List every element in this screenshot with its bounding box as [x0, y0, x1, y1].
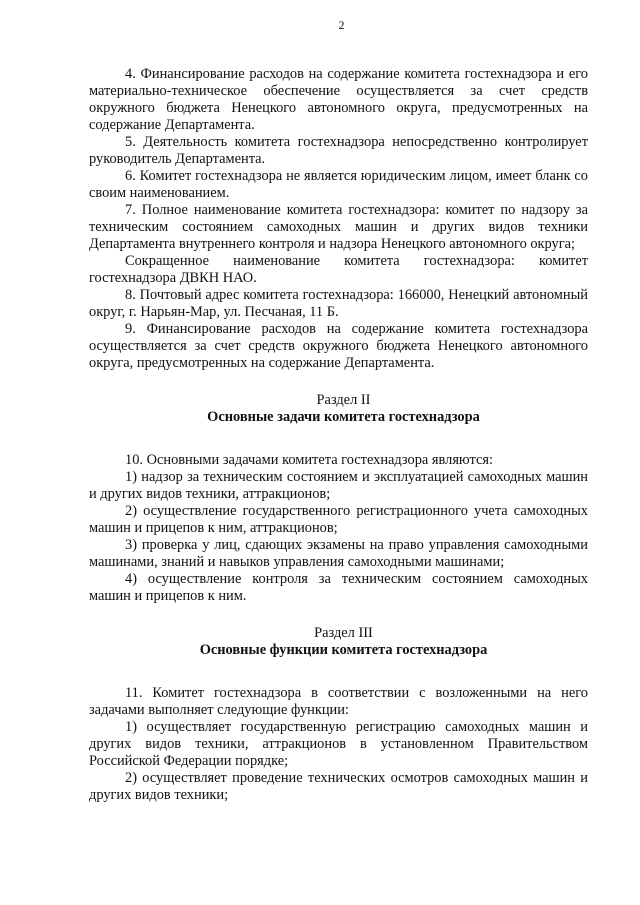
intro-clauses	[89, 66, 588, 372]
clause-11-item-2: 2) осуществляет проведение технических осмотров самоходных машин и других видов техники;	[89, 770, 588, 803]
clause-10-item-4: 4) осуществление контроля за техническим состоянием самоходных машин и прицепов к ним.	[89, 571, 588, 604]
clause-6: 6. Комитет гостехнадзора не является юридическим лицом, имеет бланк со своим наименованием.	[89, 168, 588, 201]
section-3	[89, 625, 588, 804]
section-3-body	[89, 685, 588, 804]
document-page	[89, 18, 588, 804]
clause-4: 4. Финансирование расходов на содержание комитета гостехнадзора и его материально-техническое обеспечение осуществляется за счет средств окружного бюджета Ненецкого автономного округа, предусмотренных на содержание Департамента.	[89, 66, 588, 133]
clause-7: 7. Полное наименование комитета гостехнадзора: комитет по надзору за техническим состоянием самоходных машин и других видов техники Департамента внутреннего контроля и надзора Ненецкого автономного округа;	[89, 202, 588, 252]
clause-9: 9. Финансирование расходов на содержание комитета гостехнадзора осуществляется за счет средств окружного бюджета Ненецкого автономного округа, предусмотренных на содержание Департамента.	[89, 321, 588, 371]
clause-10-item-2: 2) осуществление государственного регистрационного учета самоходных машин и прицепов к ним, аттракционов;	[89, 503, 588, 536]
section-3-title: Основные функции комитета гостехнадзора	[199, 642, 488, 658]
section-2-label: Раздел II	[316, 392, 371, 408]
clause-10: 10. Основными задачами комитета гостехнадзора являются:	[125, 452, 493, 468]
clause-5: 5. Деятельность комитета гостехнадзора непосредственно контролирует руководитель Департамента.	[89, 134, 588, 167]
clause-11: 11. Комитет гостехнадзора в соответствии с возложенными на него задачами выполняет следующие функции:	[89, 685, 588, 718]
clause-11-item-1: 1) осуществляет государственную регистрацию самоходных машин и других видов техники, аттракционов в установленном Правительством Российской Федерации порядке;	[89, 719, 588, 769]
page-number: 2	[338, 18, 345, 32]
clause-10-item-3: 3) проверка у лиц, сдающих экзамены на право управления самоходными машинами, знаний и навыков управления самоходными машинами;	[89, 537, 588, 570]
section-2-title: Основные задачи комитета гостехнадзора	[207, 409, 480, 425]
clause-10-item-1: 1) надзор за техническим состоянием и эксплуатацией самоходных машин и других видов техники, аттракционов;	[89, 469, 588, 502]
section-2-body	[89, 452, 588, 605]
section-2	[89, 392, 588, 605]
section-3-label: Раздел III	[314, 625, 373, 641]
clause-8: 8. Почтовый адрес комитета гостехнадзора: 166000, Ненецкий автономный округ, г. Нарьян-Мар, ул. Песчаная, 11 Б.	[89, 287, 588, 320]
clause-7-short-name: Сокращенное наименование комитета гостехнадзора: комитет гостехнадзора ДВКН НАО.	[89, 253, 588, 286]
